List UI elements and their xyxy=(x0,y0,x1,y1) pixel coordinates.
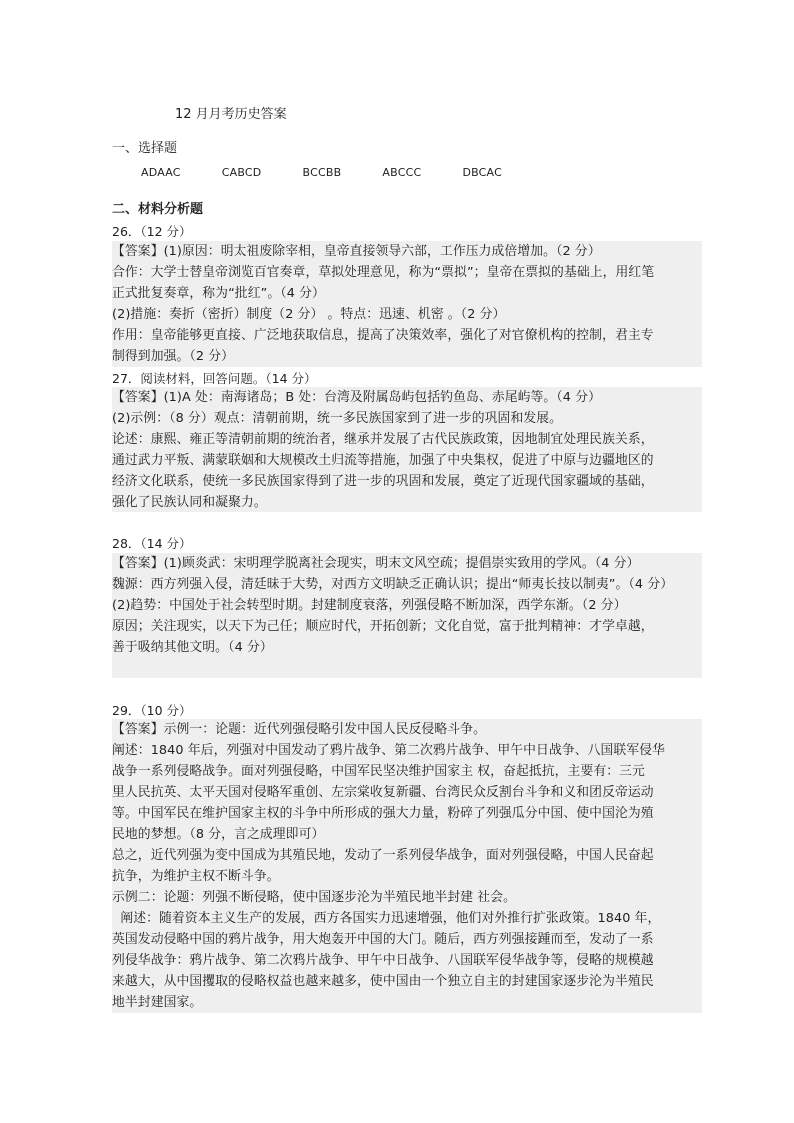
q29-line: 阐述：1840 年后，列强对中国发动了鸦片战争、第二次鸦片战争、甲午中日战争、八国联军侵华 xyxy=(112,743,666,758)
material-heading: 二、材料分析题 xyxy=(112,202,204,217)
q27-heading: 27．阅读材料，回答问题。（14 分） xyxy=(112,371,317,386)
q29-line: 示例二：论题：列强不断侵略，使中国逐步沦为半殖民地半封建 社会。 xyxy=(112,890,516,905)
q27-line: 通过武力平叛、满蒙联姻和大规模改土归流等措施，加强了中央集权，促进了中原与边疆地区的 xyxy=(112,453,654,468)
q28-heading: 28．（14 分） xyxy=(112,536,192,551)
q26-line: 【答案】(1)原因：明太祖废除宰相，皇帝直接领导六部，工作压力成倍增加。（2 分） xyxy=(112,244,601,259)
q29-line: 英国发动侵略中国的鸦片战争，用大炮轰开中国的大门。随后，西方列强接踵而至，发动了一系 xyxy=(112,932,654,947)
q27-line: 强化了民族认同和凝聚力。 xyxy=(112,495,267,510)
q29-line: 列侵华战争：鸦片战争、第二次鸦片战争、甲午中日战争、八国联军侵华战争等，侵略的规模越 xyxy=(112,953,654,968)
choice-heading: 一、选择题 xyxy=(112,141,178,156)
q29-line: 总之，近代列强为变中国成为其殖民地，发动了一系列侵华战争，面对列强侵略，中国人民奋起 xyxy=(112,848,654,863)
q29-line: 阐述：随着资本主义生产的发展，西方各国实力迅速增强，他们对外推行扩张政策。1840 年， xyxy=(112,911,661,926)
q28-answer-block xyxy=(112,553,702,678)
q27-line: 【答案】(1)A 处：南海诸岛；B 处：台湾及附属岛屿包括钓鱼岛、赤尾屿等。（4 分） xyxy=(112,390,601,405)
q27-answer-block xyxy=(112,387,702,512)
q29-heading: 29．（10 分） xyxy=(112,703,192,718)
q29-line: 【答案】示例一：论题：近代列强侵略引发中国人民反侵略斗争。 xyxy=(112,722,487,737)
q29-line: 战争一系列侵略战争。面对列强侵略，中国军民坚决维护国家主 权，奋起抵抗，主要有：三元 xyxy=(112,764,645,779)
q27-line: 论述：康熙、雍正等清朝前期的统治者，继承并发展了古代民族政策，因地制宜处理民族关系， xyxy=(112,432,654,447)
q29-line: 等。中国军民在维护国家主权的斗争中所形成的强大力量，粉碎了列强瓜分中国、使中国沦为殖 xyxy=(112,806,654,821)
q26-heading: 26．（12 分） xyxy=(112,224,192,239)
q28-line: 魏源：西方列强入侵，清廷昧于大势，对西方文明缺乏正确认识；提出“师夷长技以制夷”。（4 分） xyxy=(112,577,674,592)
q28-line: 原因；关注现实，以天下为己任；顺应时代，开拓创新；文化自觉，富于批判精神：才学卓越， xyxy=(112,619,654,634)
q29-line: 来越大，从中国攫取的侵略权益也越来越多，使中国由一个独立自主的封建国家逐步沦为半殖民 xyxy=(112,974,654,989)
q27-line: 经济文化联系，使统一多民族国家得到了进一步的巩固和发展，奠定了近现代国家疆域的基础， xyxy=(112,474,654,489)
q29-line: 抗争，为维护主权不断斗争。 xyxy=(112,869,280,884)
q26-line: 制得到加强。（2 分） xyxy=(112,349,235,364)
q29-line: 民地的梦想。（8 分，言之成理即可） xyxy=(112,827,325,842)
q29-line: 里人民抗英、太平天国对侵略军重创、左宗棠收复新疆、台湾民众反割台斗争和义和团反帝运动 xyxy=(112,785,654,800)
q28-line: 善于吸纳其他文明。（4 分） xyxy=(112,640,273,655)
q26-line: (2)措施：奏折（密折）制度（2 分） 。特点：迅速、机密 。（2 分） xyxy=(112,307,506,322)
q29-line: 地半封建国家。 xyxy=(112,995,203,1010)
q29-answer-block xyxy=(112,719,702,1013)
q26-line: 合作：大学士替皇帝浏览百官奏章，草拟处理意见，称为“票拟”；皇帝在票拟的基础上，用红笔 xyxy=(112,265,655,280)
q28-line: 【答案】(1)顾炎武：宋明理学脱离社会现实，明末文风空疏；提倡崇实致用的学风。（4 分） xyxy=(112,556,640,571)
choice-answers: ADAAC CABCD BCCBB ABCCC DBCAC xyxy=(141,166,502,179)
page-title: 12 月月考历史答案 xyxy=(175,107,287,122)
q26-line: 正式批复奏章，称为“批红”。（4 分） xyxy=(112,286,325,301)
q27-line: (2)示例：（8 分）观点：清朝前期，统一多民族国家到了进一步的巩固和发展。 xyxy=(112,411,563,426)
q26-line: 作用：皇帝能够更直接、广泛地获取信息，提高了决策效率，强化了对官僚机构的控制，君主专 xyxy=(112,328,654,343)
q28-line: (2)趋势：中国处于社会转型时期。封建制度衰落，列强侵略不断加深，西学东渐。（2 分） xyxy=(112,598,627,613)
q26-answer-block xyxy=(112,241,702,367)
